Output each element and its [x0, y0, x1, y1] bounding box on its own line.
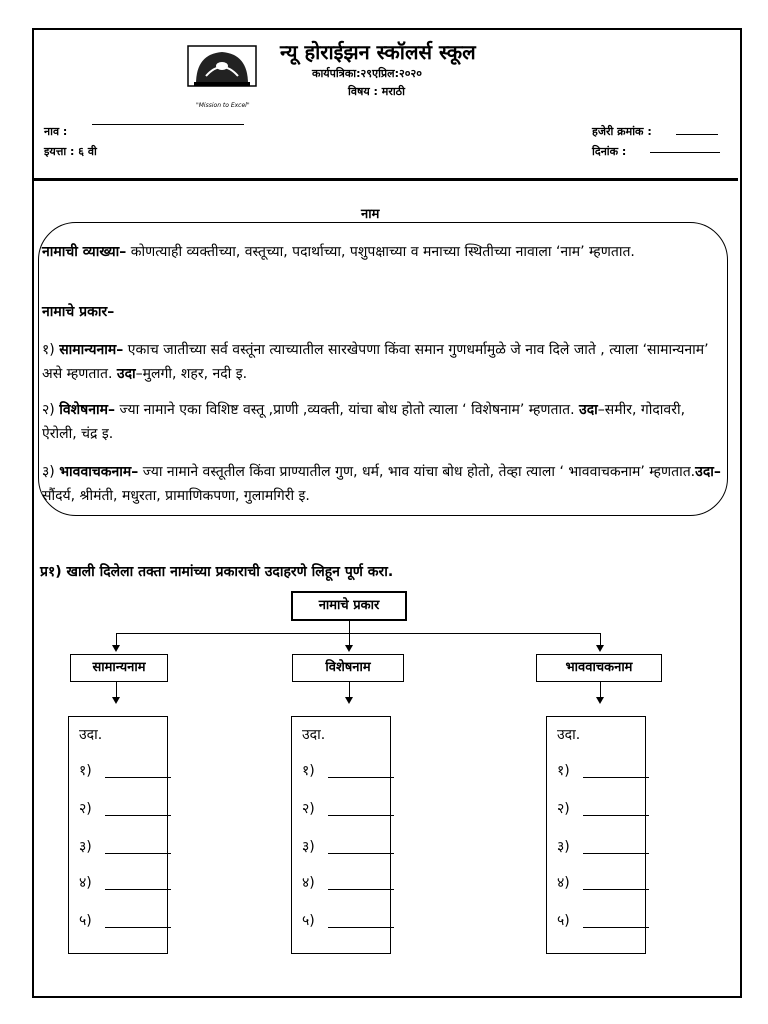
definition-paragraph: [42, 240, 724, 264]
answer-row[interactable]: [302, 911, 392, 930]
connector: [116, 633, 600, 634]
row-number: ४): [79, 875, 92, 891]
answer-card-proper: [291, 716, 391, 954]
branch-abstract-noun: भाववाचकनाम: [536, 654, 662, 682]
type1-number: १): [42, 342, 60, 358]
connector: [349, 621, 350, 633]
answer-row[interactable]: [79, 873, 169, 892]
answer-row[interactable]: [302, 837, 392, 856]
row-number: ४): [302, 875, 315, 891]
type3-text: ज्या नामाने वस्तूतील किंवा प्राण्यातील गुण, धर्म, भाव यांचा बोध होतो, तेव्हा त्याला ‘ भाववाचकनाम’ म्हणतात.: [138, 464, 696, 480]
name-field[interactable]: [92, 124, 244, 125]
example-label: उदा.: [557, 727, 581, 743]
row-number: ३): [302, 839, 315, 855]
type3-label: भाववाचकनाम–: [59, 464, 139, 480]
row-number: २): [302, 801, 315, 817]
row-number: १): [79, 763, 92, 779]
connector: [600, 682, 601, 698]
arrow-icon: [345, 645, 353, 652]
type1-example-label: उदा: [116, 366, 136, 382]
arrow-icon: [345, 697, 353, 704]
question-text: प्र१) खाली दिलेला तक्ता नामांच्या प्रकाराची उदाहरणे लिहून पूर्ण करा.: [40, 564, 394, 580]
connector: [116, 633, 117, 645]
school-name: न्यू होराईझन स्कॉलर्स स्कूल: [280, 40, 476, 64]
answer-row[interactable]: [557, 761, 647, 780]
logo-motto: "Mission to Excel": [196, 102, 250, 109]
roll-label: हजेरी क्रमांक :: [592, 125, 652, 138]
row-number: २): [79, 801, 92, 817]
answer-card-common: [68, 716, 168, 954]
connector: [600, 633, 601, 645]
type3-paragraph: [42, 460, 724, 508]
connector: [116, 682, 117, 698]
name-label: नाव :: [44, 125, 68, 138]
lesson-title: नाम: [361, 207, 380, 222]
row-number: ३): [79, 839, 92, 855]
row-number: २): [557, 801, 570, 817]
answer-row[interactable]: [557, 799, 647, 818]
subject: विषय : मराठी: [348, 85, 405, 98]
branch-common-noun: सामान्यनाम: [70, 654, 168, 682]
definition-label: नामाची व्याख्या–: [42, 244, 127, 260]
row-number: ४): [557, 875, 570, 891]
answer-row[interactable]: [79, 837, 169, 856]
row-number: ५): [302, 913, 315, 929]
answer-row[interactable]: [79, 911, 169, 930]
answer-row[interactable]: [557, 911, 647, 930]
type2-text: ज्या नामाने एका विशिष्ट वस्तू ,प्राणी ,व्यक्ती, यांचा बोध होतो त्याला ‘ विशेषनाम’ म्हणतात.: [115, 402, 580, 418]
branch-proper-noun: विशेषनाम: [292, 654, 404, 682]
connector: [349, 682, 350, 698]
school-logo: [182, 44, 262, 104]
type2-example-label: उदा: [579, 402, 598, 418]
type2-number: २): [42, 402, 60, 418]
answer-row[interactable]: [557, 837, 647, 856]
row-number: ३): [557, 839, 570, 855]
answer-row[interactable]: [302, 873, 392, 892]
example-label: उदा.: [79, 727, 103, 743]
answer-row[interactable]: [302, 799, 392, 818]
type1-label: सामान्यनाम–: [59, 342, 124, 358]
type3-number: ३): [42, 464, 60, 480]
type3-example-label: उदा–: [695, 464, 721, 480]
types-heading: नामाचे प्रकार–: [42, 304, 115, 320]
type3-examples: सौंदर्य, श्रीमंती, मधुरता, प्रामाणिकपणा, गुलामगिरी इ.: [42, 488, 310, 504]
grade-label: इयत्ता : ६ वी: [44, 145, 97, 158]
answer-row[interactable]: [79, 761, 169, 780]
example-label: उदा.: [302, 727, 326, 743]
arrow-icon: [596, 697, 604, 704]
answer-row[interactable]: [79, 799, 169, 818]
definition-text: कोणत्याही व्यक्तीच्या, वस्तूच्या, पदार्थाच्या, पशुपक्षाच्या व मनाच्या स्थितीच्या नावाला ‘नाम’ म्हणतात.: [126, 244, 635, 260]
arrow-icon: [596, 645, 604, 652]
row-number: ५): [79, 913, 92, 929]
date-field[interactable]: [650, 152, 720, 153]
row-number: ५): [557, 913, 570, 929]
row-number: १): [302, 763, 315, 779]
date-label: दिनांक :: [592, 145, 627, 158]
row-number: १): [557, 763, 570, 779]
arrow-icon: [112, 645, 120, 652]
type1-paragraph: [42, 338, 724, 386]
answer-row[interactable]: [557, 873, 647, 892]
type2-paragraph: [42, 398, 724, 446]
roll-field[interactable]: [676, 134, 718, 135]
worksheet-date: कार्यपत्रिका:२९एप्रिल:२०२०: [312, 67, 422, 80]
type2-label: विशेषनाम–: [59, 402, 115, 418]
type2-examples: –समीर, गोदावरी, ऐरोली, चंद्र इ.: [42, 402, 686, 442]
answer-card-abstract: [546, 716, 646, 954]
connector: [349, 633, 350, 645]
arrow-icon: [112, 697, 120, 704]
type1-examples: –मुलगी, शहर, नदी इ.: [135, 366, 248, 382]
answer-row[interactable]: [302, 761, 392, 780]
root-node: नामाचे प्रकार: [291, 591, 407, 621]
type1-text: एकाच जातीच्या सर्व वस्तूंना त्याच्यातील सारखेपणा किंवा समान गुणधर्मामुळे जे नाव दिले जाते , त्याला ‘सामान्यनाम’ असे म्हणतात.: [42, 342, 709, 382]
